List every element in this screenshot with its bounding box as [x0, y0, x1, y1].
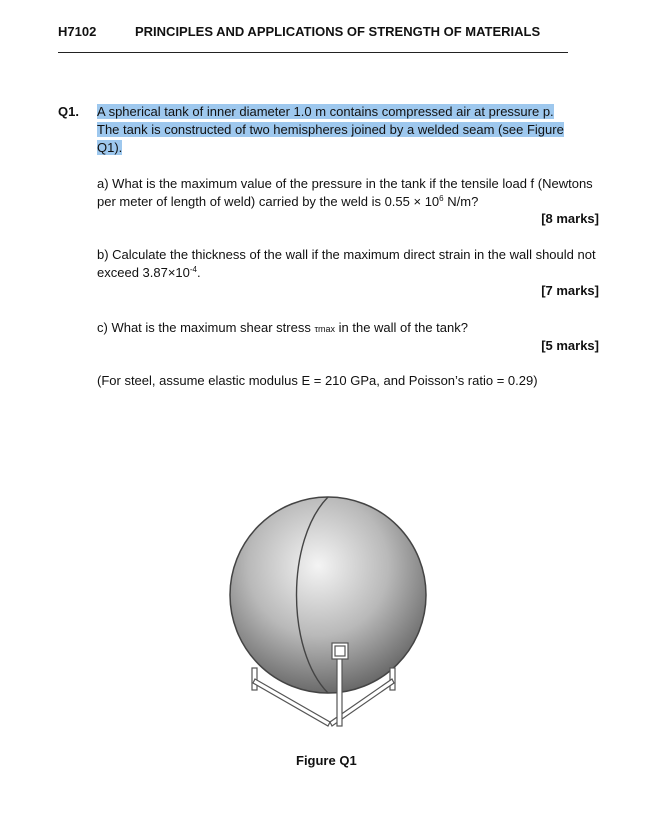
part-c-post: in the wall of the tank? [335, 320, 468, 335]
part-a-text [97, 175, 599, 211]
intro-line-2[interactable]: The tank is constructed of two hemispheres joined by a welded seam (see Figure [97, 122, 564, 137]
figure-caption: Figure Q1 [296, 753, 357, 768]
part-a-marks: [8 marks] [541, 211, 599, 226]
course-title: PRINCIPLES AND APPLICATIONS OF STRENGTH OF MATERIALS [135, 24, 541, 39]
course-code: H7102 [58, 24, 97, 39]
part-c-text [97, 319, 599, 338]
part-b-post: . [197, 265, 201, 280]
front-leg [337, 650, 342, 726]
part-c-marks: [5 marks] [541, 338, 599, 353]
part-a-pre: a) What is the maximum value of the pressure in the tank if the tensile load f (Newtons per meter of length of weld) carried by the weld is 0.55 × 10 [97, 176, 593, 209]
part-c-pre: c) What is the maximum shear stress [97, 320, 315, 335]
part-b-marks: [7 marks] [541, 283, 599, 298]
tau-max-symbol: τmax [314, 324, 336, 334]
question-number: Q1. [58, 104, 79, 119]
valve-inner [335, 646, 345, 656]
intro-line-1[interactable]: A spherical tank of inner diameter 1.0 m contains compressed air at pressure p. [97, 104, 554, 119]
part-b-text [97, 246, 599, 282]
part-a-post: N/m? [443, 194, 479, 209]
question-intro[interactable] [97, 103, 597, 157]
intro-line-3[interactable]: Q1). [97, 140, 123, 155]
figure-q1-tank [220, 490, 440, 735]
part-b-pre: b) Calculate the thickness of the wall if the maximum direct strain in the wall should not exceed 3.87×10 [97, 247, 596, 280]
material-note: (For steel, assume elastic modulus E = 210 GPa, and Poisson’s ratio = 0.29) [97, 373, 538, 388]
part-a-exponent: 6 [439, 194, 444, 203]
tank-sphere [230, 497, 426, 693]
spherical-tank-illustration [220, 490, 440, 730]
part-b-exponent: -4 [189, 265, 198, 274]
header-divider [58, 52, 568, 53]
